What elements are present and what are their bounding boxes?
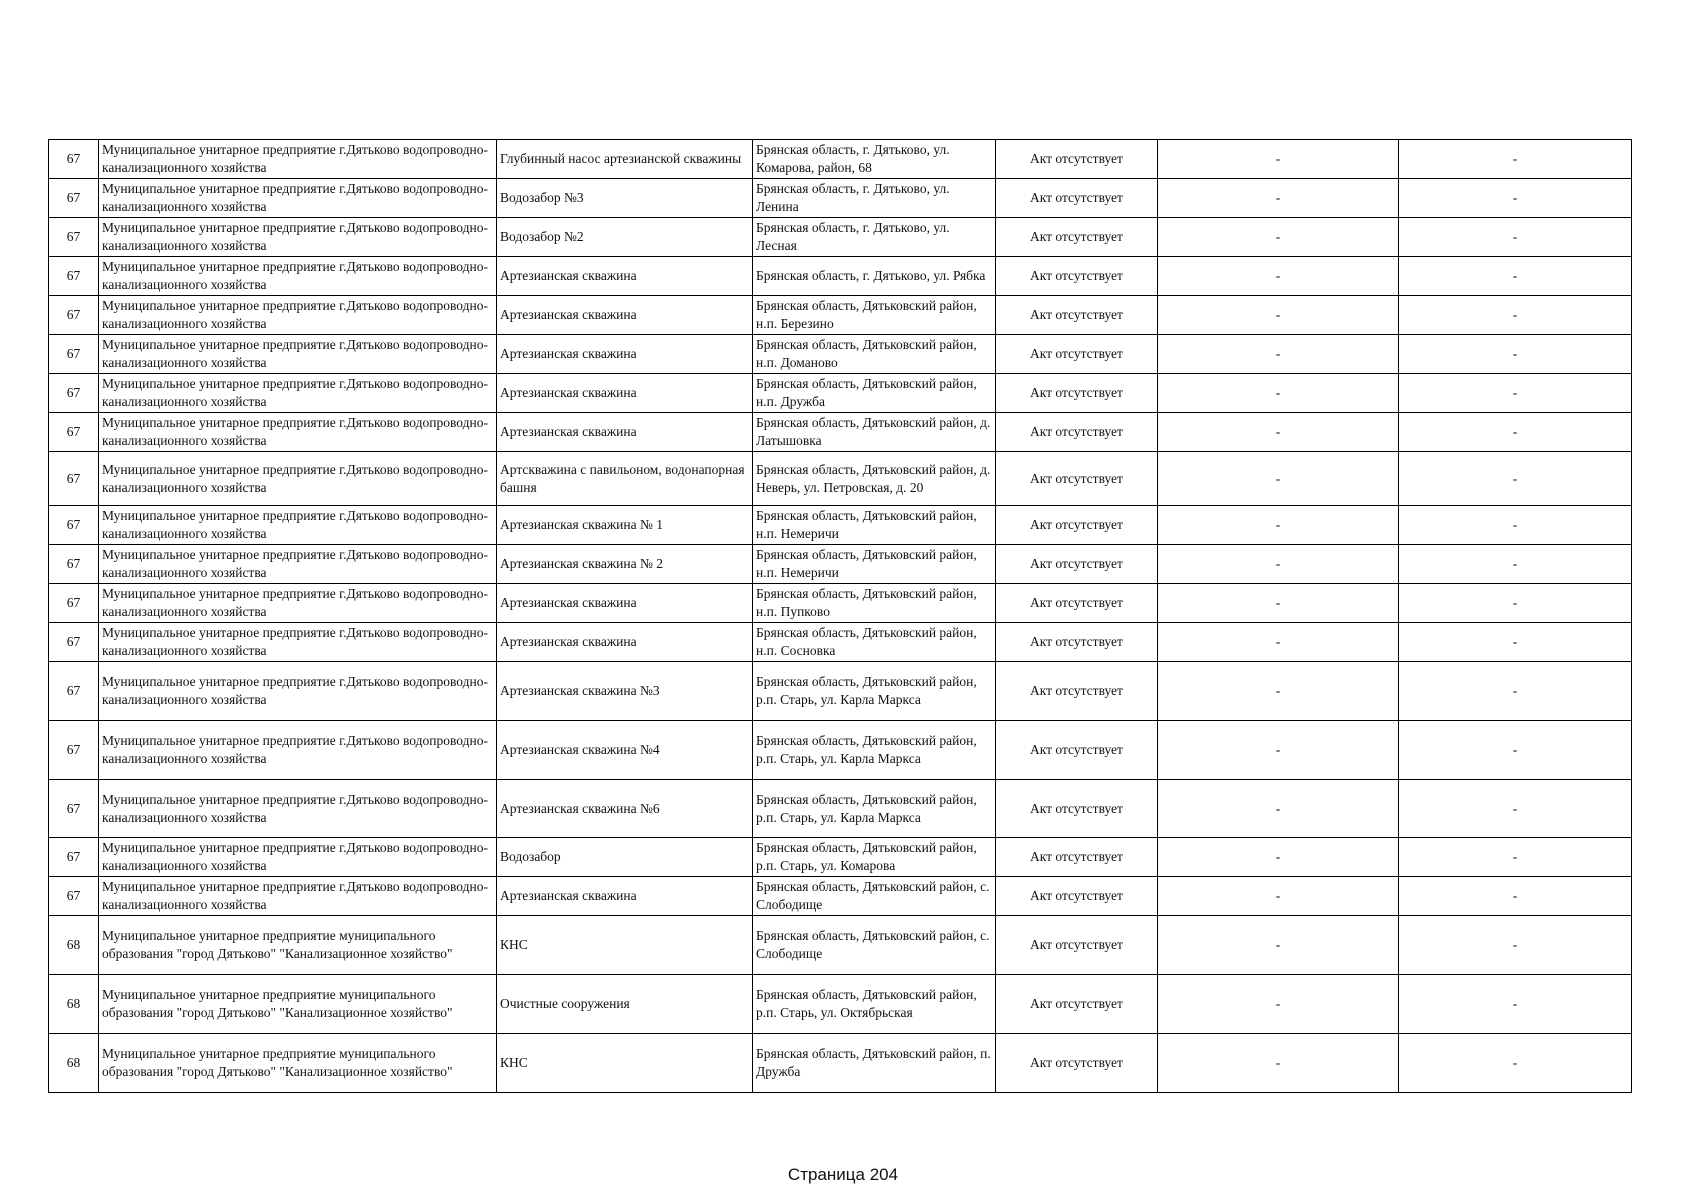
- row-number: 67: [49, 662, 99, 721]
- column-7-cell: -: [1399, 296, 1632, 335]
- act-status-cell: Акт отсутствует: [996, 780, 1158, 838]
- column-7-cell: -: [1399, 413, 1632, 452]
- column-7-cell: -: [1399, 975, 1632, 1034]
- address-cell: Брянская область, Дятьковский район, н.п. Пупково: [753, 584, 996, 623]
- object-cell: Артезианская скважина: [497, 296, 753, 335]
- organization-cell: Муниципальное унитарное предприятие г.Дятьково водопроводно-канализационного хозяйства: [99, 584, 497, 623]
- row-number: 68: [49, 916, 99, 975]
- column-6-cell: -: [1158, 140, 1399, 179]
- act-status-cell: Акт отсутствует: [996, 452, 1158, 506]
- address-cell: Брянская область, Дятьковский район, н.п. Немеричи: [753, 506, 996, 545]
- column-7-cell: -: [1399, 916, 1632, 975]
- address-cell: Брянская область, Дятьковский район, д. Латышовка: [753, 413, 996, 452]
- address-cell: Брянская область, г. Дятьково, ул. Ленина: [753, 179, 996, 218]
- column-6-cell: -: [1158, 335, 1399, 374]
- act-status-cell: Акт отсутствует: [996, 257, 1158, 296]
- column-6-cell: -: [1158, 721, 1399, 780]
- row-number: 67: [49, 140, 99, 179]
- row-number: 67: [49, 780, 99, 838]
- act-status-cell: Акт отсутствует: [996, 179, 1158, 218]
- column-7-cell: -: [1399, 584, 1632, 623]
- object-cell: Артезианская скважина №3: [497, 662, 753, 721]
- act-status-cell: Акт отсутствует: [996, 140, 1158, 179]
- object-cell: Водозабор №3: [497, 179, 753, 218]
- row-number: 67: [49, 545, 99, 584]
- column-6-cell: -: [1158, 877, 1399, 916]
- table-row: [49, 335, 1632, 374]
- act-status-cell: Акт отсутствует: [996, 721, 1158, 780]
- organization-cell: Муниципальное унитарное предприятие г.Дятьково водопроводно-канализационного хозяйства: [99, 374, 497, 413]
- organization-cell: Муниципальное унитарное предприятие г.Дятьково водопроводно-канализационного хозяйства: [99, 662, 497, 721]
- column-6-cell: -: [1158, 413, 1399, 452]
- column-7-cell: -: [1399, 506, 1632, 545]
- object-cell: Артезианская скважина: [497, 374, 753, 413]
- column-6-cell: -: [1158, 545, 1399, 584]
- table-row: [49, 296, 1632, 335]
- table-row: [49, 179, 1632, 218]
- column-7-cell: -: [1399, 218, 1632, 257]
- organization-cell: Муниципальное унитарное предприятие г.Дятьково водопроводно-канализационного хозяйства: [99, 257, 497, 296]
- organization-cell: Муниципальное унитарное предприятие муниципального образования "город Дятьково" "Канализационное хозяйство": [99, 916, 497, 975]
- object-cell: Глубинный насос артезианской скважины: [497, 140, 753, 179]
- row-number: 67: [49, 584, 99, 623]
- object-cell: Артезианская скважина № 2: [497, 545, 753, 584]
- organization-cell: Муниципальное унитарное предприятие г.Дятьково водопроводно-канализационного хозяйства: [99, 218, 497, 257]
- organization-cell: Муниципальное унитарное предприятие г.Дятьково водопроводно-канализационного хозяйства: [99, 413, 497, 452]
- table-row: [49, 506, 1632, 545]
- act-status-cell: Акт отсутствует: [996, 975, 1158, 1034]
- address-cell: Брянская область, г. Дятьково, ул. Рябка: [753, 257, 996, 296]
- table-row: [49, 545, 1632, 584]
- act-status-cell: Акт отсутствует: [996, 877, 1158, 916]
- organization-cell: Муниципальное унитарное предприятие г.Дятьково водопроводно-канализационного хозяйства: [99, 838, 497, 877]
- table-row: [49, 916, 1632, 975]
- table-row: [49, 721, 1632, 780]
- object-cell: Артезианская скважина №4: [497, 721, 753, 780]
- act-status-cell: Акт отсутствует: [996, 413, 1158, 452]
- page-number: Страница 204: [787, 1165, 899, 1184]
- row-number: 67: [49, 218, 99, 257]
- table-row: [49, 374, 1632, 413]
- column-6-cell: -: [1158, 780, 1399, 838]
- row-number: 68: [49, 1034, 99, 1093]
- address-cell: Брянская область, Дятьковский район, р.п. Старь, ул. Октябрьская: [753, 975, 996, 1034]
- object-cell: Артезианская скважина: [497, 623, 753, 662]
- column-7-cell: -: [1399, 721, 1632, 780]
- column-6-cell: -: [1158, 623, 1399, 662]
- organization-cell: Муниципальное унитарное предприятие г.Дятьково водопроводно-канализационного хозяйства: [99, 335, 497, 374]
- act-status-cell: Акт отсутствует: [996, 584, 1158, 623]
- act-status-cell: Акт отсутствует: [996, 623, 1158, 662]
- column-7-cell: -: [1399, 877, 1632, 916]
- row-number: 67: [49, 257, 99, 296]
- act-status-cell: Акт отсутствует: [996, 506, 1158, 545]
- organization-cell: Муниципальное унитарное предприятие г.Дятьково водопроводно-канализационного хозяйства: [99, 179, 497, 218]
- table-row: [49, 257, 1632, 296]
- table-row: [49, 218, 1632, 257]
- row-number: 67: [49, 877, 99, 916]
- table-row: [49, 452, 1632, 506]
- column-6-cell: -: [1158, 838, 1399, 877]
- column-6-cell: -: [1158, 179, 1399, 218]
- column-7-cell: -: [1399, 662, 1632, 721]
- column-7-cell: -: [1399, 838, 1632, 877]
- object-cell: Артезианская скважина: [497, 877, 753, 916]
- address-cell: Брянская область, Дятьковский район, п. Дружба: [753, 1034, 996, 1093]
- row-number: 67: [49, 413, 99, 452]
- table-row: [49, 584, 1632, 623]
- column-7-cell: -: [1399, 780, 1632, 838]
- column-6-cell: -: [1158, 975, 1399, 1034]
- column-7-cell: -: [1399, 179, 1632, 218]
- address-cell: Брянская область, Дятьковский район, р.п. Старь, ул. Карла Маркса: [753, 780, 996, 838]
- column-6-cell: -: [1158, 296, 1399, 335]
- table-row: [49, 975, 1632, 1034]
- act-status-cell: Акт отсутствует: [996, 218, 1158, 257]
- object-cell: Очистные сооружения: [497, 975, 753, 1034]
- column-7-cell: -: [1399, 374, 1632, 413]
- act-status-cell: Акт отсутствует: [996, 296, 1158, 335]
- column-6-cell: -: [1158, 218, 1399, 257]
- column-6-cell: -: [1158, 374, 1399, 413]
- row-number: 67: [49, 506, 99, 545]
- organization-cell: Муниципальное унитарное предприятие г.Дятьково водопроводно-канализационного хозяйства: [99, 545, 497, 584]
- address-cell: Брянская область, Дятьковский район, р.п. Старь, ул. Комарова: [753, 838, 996, 877]
- address-cell: Брянская область, Дятьковский район, н.п. Доманово: [753, 335, 996, 374]
- organization-cell: Муниципальное унитарное предприятие г.Дятьково водопроводно-канализационного хозяйства: [99, 452, 497, 506]
- column-6-cell: -: [1158, 506, 1399, 545]
- table-row: [49, 780, 1632, 838]
- address-cell: Брянская область, Дятьковский район, н.п. Немеричи: [753, 545, 996, 584]
- organization-cell: Муниципальное унитарное предприятие г.Дятьково водопроводно-канализационного хозяйства: [99, 296, 497, 335]
- act-status-cell: Акт отсутствует: [996, 838, 1158, 877]
- row-number: 67: [49, 623, 99, 662]
- table-row: [49, 413, 1632, 452]
- column-6-cell: -: [1158, 452, 1399, 506]
- row-number: 68: [49, 975, 99, 1034]
- organization-cell: Муниципальное унитарное предприятие муниципального образования "город Дятьково" "Канализационное хозяйство": [99, 975, 497, 1034]
- table-row: [49, 623, 1632, 662]
- address-cell: Брянская область, Дятьковский район, н.п. Сосновка: [753, 623, 996, 662]
- row-number: 67: [49, 452, 99, 506]
- column-7-cell: -: [1399, 335, 1632, 374]
- column-6-cell: -: [1158, 662, 1399, 721]
- object-cell: Артезианская скважина №6: [497, 780, 753, 838]
- organization-cell: Муниципальное унитарное предприятие г.Дятьково водопроводно-канализационного хозяйства: [99, 780, 497, 838]
- object-cell: Артезианская скважина: [497, 413, 753, 452]
- organization-cell: Муниципальное унитарное предприятие г.Дятьково водопроводно-канализационного хозяйства: [99, 506, 497, 545]
- column-6-cell: -: [1158, 916, 1399, 975]
- address-cell: Брянская область, Дятьковский район, р.п. Старь, ул. Карла Маркса: [753, 662, 996, 721]
- address-cell: Брянская область, г. Дятьково, ул. Лесная: [753, 218, 996, 257]
- column-7-cell: -: [1399, 545, 1632, 584]
- organization-cell: Муниципальное унитарное предприятие г.Дятьково водопроводно-канализационного хозяйства: [99, 623, 497, 662]
- column-7-cell: -: [1399, 1034, 1632, 1093]
- act-status-cell: Акт отсутствует: [996, 662, 1158, 721]
- object-cell: Артезианская скважина: [497, 257, 753, 296]
- address-cell: Брянская область, Дятьковский район, р.п. Старь, ул. Карла Маркса: [753, 721, 996, 780]
- object-cell: Артезианская скважина: [497, 335, 753, 374]
- address-cell: Брянская область, Дятьковский район, с. Слободище: [753, 916, 996, 975]
- table-row: [49, 662, 1632, 721]
- row-number: 67: [49, 374, 99, 413]
- act-status-cell: Акт отсутствует: [996, 1034, 1158, 1093]
- facilities-table: [48, 139, 1632, 1093]
- act-status-cell: Акт отсутствует: [996, 545, 1158, 584]
- act-status-cell: Акт отсутствует: [996, 374, 1158, 413]
- row-number: 67: [49, 335, 99, 374]
- act-status-cell: Акт отсутствует: [996, 916, 1158, 975]
- object-cell: Артскважина с павильоном, водонапорная башня: [497, 452, 753, 506]
- table-row: [49, 140, 1632, 179]
- object-cell: Артезианская скважина: [497, 584, 753, 623]
- address-cell: Брянская область, г. Дятьково, ул. Комарова, район, 68: [753, 140, 996, 179]
- object-cell: Водозабор: [497, 838, 753, 877]
- column-7-cell: -: [1399, 257, 1632, 296]
- row-number: 67: [49, 838, 99, 877]
- address-cell: Брянская область, Дятьковский район, с. Слободище: [753, 877, 996, 916]
- act-status-cell: Акт отсутствует: [996, 335, 1158, 374]
- address-cell: Брянская область, Дятьковский район, н.п. Березино: [753, 296, 996, 335]
- object-cell: КНС: [497, 916, 753, 975]
- organization-cell: Муниципальное унитарное предприятие г.Дятьково водопроводно-канализационного хозяйства: [99, 721, 497, 780]
- organization-cell: Муниципальное унитарное предприятие г.Дятьково водопроводно-канализационного хозяйства: [99, 877, 497, 916]
- column-7-cell: -: [1399, 452, 1632, 506]
- row-number: 67: [49, 721, 99, 780]
- column-7-cell: -: [1399, 623, 1632, 662]
- object-cell: Водозабор №2: [497, 218, 753, 257]
- object-cell: Артезианская скважина № 1: [497, 506, 753, 545]
- organization-cell: Муниципальное унитарное предприятие муниципального образования "город Дятьково" "Канализационное хозяйство": [99, 1034, 497, 1093]
- row-number: 67: [49, 179, 99, 218]
- table-row: [49, 877, 1632, 916]
- object-cell: КНС: [497, 1034, 753, 1093]
- table-row: [49, 838, 1632, 877]
- organization-cell: Муниципальное унитарное предприятие г.Дятьково водопроводно-канализационного хозяйства: [99, 140, 497, 179]
- address-cell: Брянская область, Дятьковский район, д. Неверь, ул. Петровская, д. 20: [753, 452, 996, 506]
- column-7-cell: -: [1399, 140, 1632, 179]
- column-6-cell: -: [1158, 257, 1399, 296]
- address-cell: Брянская область, Дятьковский район, н.п. Дружба: [753, 374, 996, 413]
- table-row: [49, 1034, 1632, 1093]
- column-6-cell: -: [1158, 1034, 1399, 1093]
- column-6-cell: -: [1158, 584, 1399, 623]
- row-number: 67: [49, 296, 99, 335]
